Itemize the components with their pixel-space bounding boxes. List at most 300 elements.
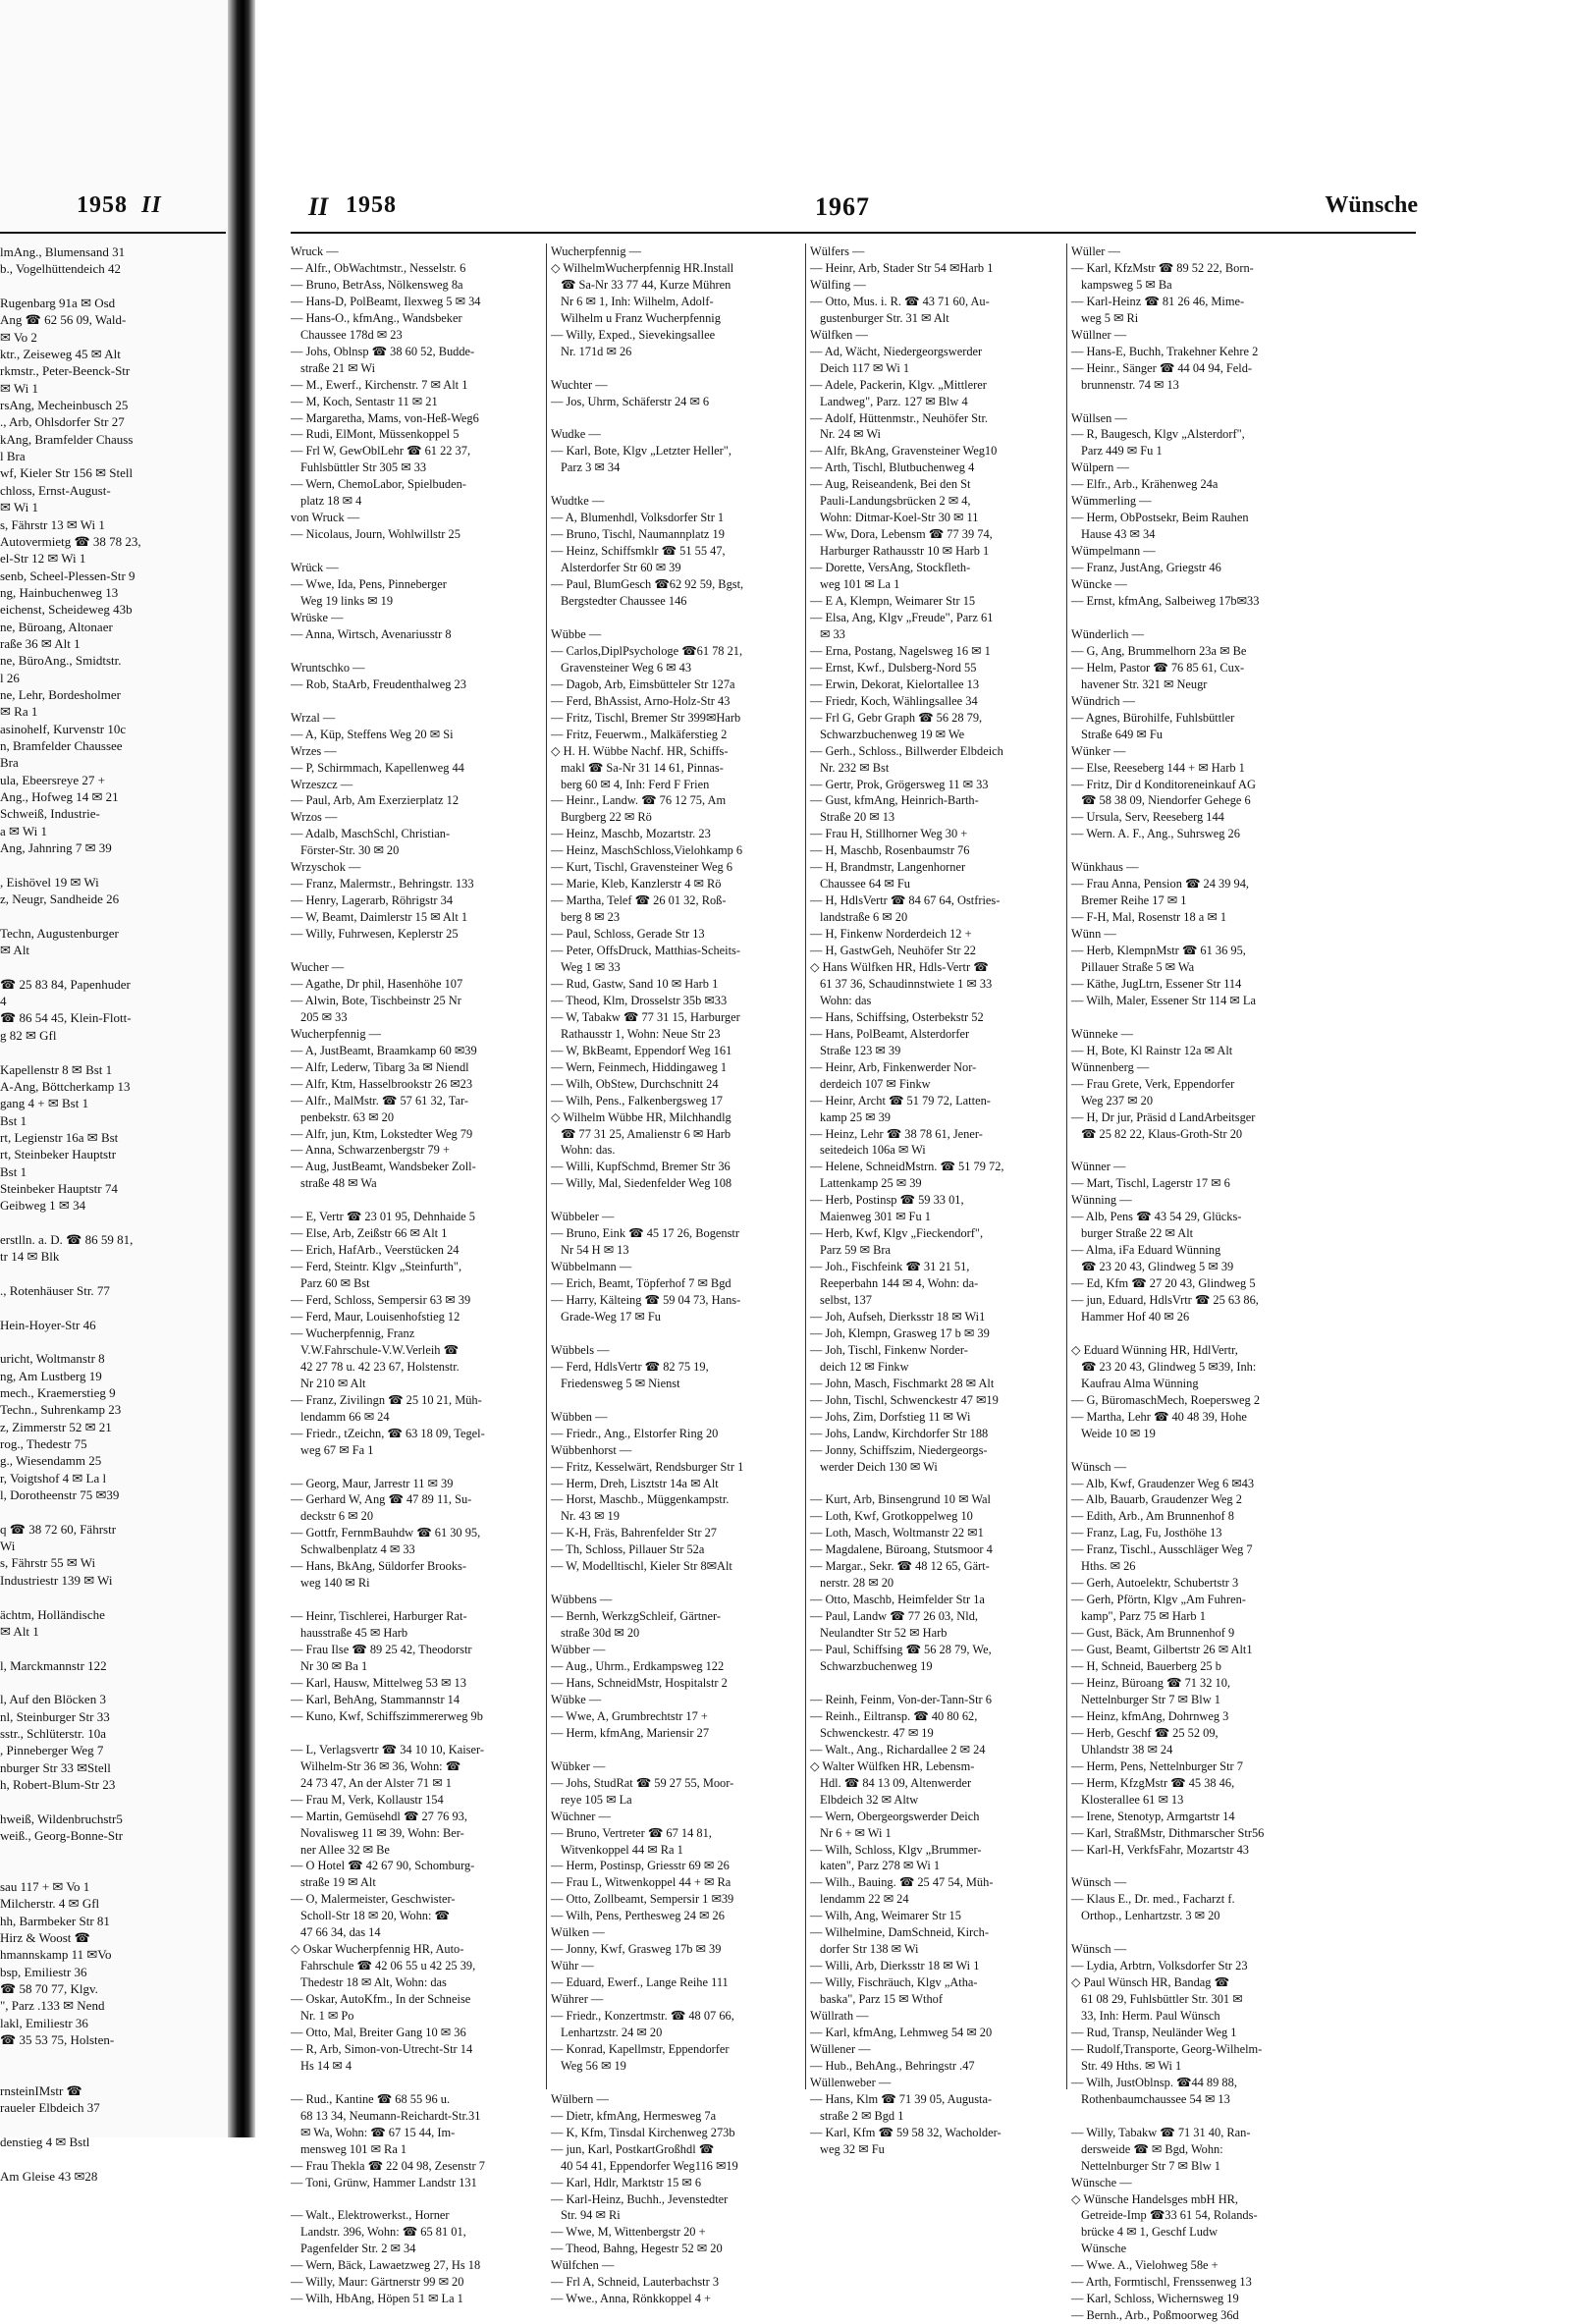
left-page-line: rsAng, Mecheinbusch 25	[0, 398, 129, 413]
left-page-line: ☎ 25 83 84, Papenhuder	[0, 976, 131, 992]
directory-entry-line	[1071, 1442, 1317, 1459]
left-page-line: senb, Scheel-Plessen-Str 9	[0, 567, 135, 583]
directory-entry-line: Str. 94 ✉ Ri	[561, 2208, 621, 2223]
left-page-line	[0, 2066, 222, 2082]
directory-entry-line: — Willy, Exped., Sievekingsallee	[551, 327, 716, 342]
directory-entry-line: Wünsch —	[1071, 1459, 1127, 1474]
directory-entry-line: — Frl W, GewOblLehr ☎ 61 22 37,	[291, 444, 471, 459]
left-page-line: rnsteinIMstr ☎	[0, 2083, 82, 2099]
directory-entry-line: weg 67 ✉ Fa 1	[300, 1442, 374, 1457]
left-page-line: raueler Elbdeich 37	[0, 2100, 100, 2116]
directory-entry-line: — Agathe, Dr phil, Hasenhöhe 107	[291, 976, 463, 991]
directory-entry-line: von Wruck —	[291, 511, 360, 525]
left-page-line: nl, Steinburger Str 33	[0, 1708, 110, 1724]
directory-entry-line: — Loth, Masch, Woltmanstr 22 ✉1	[810, 1526, 984, 1540]
left-page-entries	[0, 243, 222, 2185]
directory-entry-line: ◇ Paul Wünsch HR, Bandag ☎	[1071, 1975, 1230, 1990]
directory-entry-line: brücke 4 ✉ 1, Geschf Ludw	[1081, 2225, 1219, 2240]
directory-entry-line: Wümmerling —	[1071, 494, 1152, 509]
left-page-line: ✉ Wi 1	[0, 380, 39, 396]
directory-entry-line: — Heinz, Büroang ☎ 71 32 10,	[1071, 1675, 1231, 1690]
directory-entry-line: ✉ Wa, Wohn: ☎ 67 15 44, Im-	[300, 2125, 456, 2139]
directory-entry-line: — Hans-O., kfmAng., Wandsbeker	[291, 310, 462, 325]
directory-entry-line: — Elfr., Arb., Krähenweg 24a	[1071, 477, 1219, 492]
directory-entry-line: — Herm, Pens, Nettelnburger Str 7	[1071, 1758, 1243, 1773]
directory-entry-line: — Ferd, Maur, Louisenhofstieg 12	[291, 1310, 460, 1324]
directory-entry-line: — Jonny, Schiffszim, Niedergeorgs-	[810, 1442, 988, 1457]
directory-entry-line: Wilhelm u Franz Wucherpfennig	[561, 310, 721, 325]
directory-entry-line: — Wwe, A, Grumbrechtstr 17 +	[551, 1708, 708, 1723]
left-page-line: Autovermietg ☎ 38 78 23,	[0, 533, 141, 549]
directory-entry-line: — Wucherpfennig, Franz	[291, 1325, 415, 1340]
directory-entry-line: Fahrschule ☎ 42 06 55 u 42 25 39,	[300, 1959, 476, 1973]
directory-entry-line: Wünkhaus —	[1071, 860, 1139, 875]
directory-entry-line: — Aug, JustBeamt, Wandsbeker Zoll-	[291, 1160, 476, 1174]
directory-entry-line: Schwenckestr. 47 ✉ 19	[820, 1725, 934, 1740]
directory-entry-line: — Gust, Bäck, Am Brunnenhof 9	[1071, 1626, 1235, 1641]
directory-entry-line: makl ☎ Sa-Nr 31 14 61, Pinnas-	[561, 760, 724, 775]
directory-entry-line: — Else, Reeseberg 144 + ✉ Harb 1	[1071, 760, 1245, 775]
directory-entry-line: — Herb, Geschf ☎ 25 52 09,	[1071, 1725, 1219, 1740]
left-page-line: l, Marckmannstr 122	[0, 1657, 107, 1673]
right-header-rule	[291, 232, 1416, 234]
directory-entry-line: — Johs, StudRat ☎ 59 27 55, Moor-	[551, 1775, 734, 1790]
left-page	[0, 0, 228, 2184]
directory-entry-line: — O Hotel ☎ 42 67 90, Schomburg-	[291, 1859, 475, 1873]
directory-entry-line: Nettelnburger Str 7 ✉ Blw 1	[1081, 2158, 1220, 2173]
directory-entry-line: — Carlos,DiplPsychologe ☎61 78 21,	[551, 643, 743, 658]
directory-entry-line: — Marie, Kleb, Kanzlerstr 4 ✉ Rö	[551, 877, 722, 892]
left-page-line	[0, 1589, 222, 1605]
left-page-line: g., Wiesendamm 25	[0, 1453, 102, 1469]
directory-entry-line: — Alfr, Ktm, Hasselbrookstr 26 ✉23	[291, 1076, 473, 1091]
left-page-line: gang 4 + ✉ Bst 1	[0, 1096, 89, 1111]
directory-entry-line: Elbdeich 32 ✉ Altw	[820, 1792, 919, 1807]
directory-entry-line: — Heinr, Arb, Stader Str 54 ✉Harb 1	[810, 260, 994, 275]
directory-entry-line: — Martha, Telef ☎ 26 01 32, Roß-	[551, 893, 727, 908]
directory-entry-line: Hs 14 ✉ 4	[300, 2058, 352, 2073]
left-page-line: bsp, Emiliestr 36	[0, 1964, 87, 1979]
directory-entry-line: 61 37 36, Schaudinnstwiete 1 ✉ 33	[820, 976, 993, 991]
directory-entry-line: — Adolf, Hüttenmstr., Neuhöfer Str.	[810, 410, 989, 425]
directory-entry-line: — Erich, Beamt, Töpferhof 7 ✉ Bgd	[551, 1276, 731, 1291]
directory-entry-line: 205 ✉ 33	[300, 1009, 348, 1024]
directory-entry-line: reye 105 ✉ La	[561, 1792, 632, 1807]
directory-entry-line: ☎ 23 20 43, Glindweg 5 ✉ 39	[1081, 1260, 1234, 1274]
directory-entry-line: — Helm, Pastor ☎ 76 85 61, Cux-	[1071, 660, 1245, 675]
directory-entry-line: Lenhartzstr. 24 ✉ 20	[561, 2025, 663, 2039]
left-page-line: Bst 1	[0, 1163, 27, 1179]
directory-entry-line: — Henry, Lagerarb, Röhrigstr 34	[291, 893, 454, 908]
directory-entry-line	[810, 1476, 1056, 1492]
directory-entry-line: Wülfing —	[810, 277, 866, 292]
directory-entry-line: — Anna, Wirtsch, Avenariusstr 8	[291, 626, 452, 641]
directory-entry-line: Wudtke —	[551, 494, 605, 509]
directory-entry-line: — Hans-E, Buchh, Trakehner Kehre 2	[1071, 344, 1259, 358]
directory-entry-line: — Dietr, kfmAng, Hermesweg 7a	[551, 2108, 717, 2123]
directory-entry-line: Rothenbaumchaussee 54 ✉ 13	[1081, 2091, 1230, 2106]
directory-entry-line: — Frl G, Gebr Graph ☎ 56 28 79,	[810, 710, 983, 725]
directory-entry-line: Orthop., Lenhartzstr. 3 ✉ 20	[1081, 1909, 1220, 1923]
left-page-line: Bra	[0, 755, 19, 771]
directory-entry-line: — Ernst, Kwf., Dulsberg-Nord 55	[810, 660, 977, 675]
directory-entry-line: — Th, Schloss, Pillauer Str 52a	[551, 1542, 705, 1557]
directory-entry-line: Lattenkamp 25 ✉ 39	[820, 1176, 922, 1191]
directory-entry-line: 42 27 78 u. 42 23 67, Holstenstr.	[300, 1359, 460, 1374]
directory-entry-line: — Wilh, Pens, Perthesweg 24 ✉ 26	[551, 1909, 725, 1923]
directory-entry-line: ☎ Sa-Nr 33 77 44, Kurze Mühren	[561, 277, 731, 292]
directory-entry-line: — Erich, HafArb., Veerstücken 24	[291, 1243, 460, 1258]
directory-entry-line: — H, Finkenw Norderdeich 12 +	[810, 927, 972, 942]
directory-entry-line: — Martin, Gemüsehdl ☎ 27 76 93,	[291, 1809, 467, 1823]
directory-entry-line: straße 19 ✉ Alt	[300, 1875, 376, 1890]
directory-entry-line: — Edith, Arb., Am Brunnenhof 8	[1071, 1509, 1234, 1524]
directory-entry-line: — Willi, KupfSchmd, Bremer Str 36	[551, 1160, 731, 1174]
directory-entry-line: — Dorette, VersAng, Stockfleth-	[810, 561, 971, 575]
directory-entry-line: Wrzal —	[291, 710, 336, 725]
directory-entry-line: — Otto, Mal, Breiter Gang 10 ✉ 36	[291, 2025, 466, 2039]
directory-entry-line: — Alfr, BkAng, Gravensteiner Weg10	[810, 444, 998, 459]
directory-entry-line: — Franz, Malermstr., Behringstr. 133	[291, 877, 474, 892]
directory-entry-line	[551, 1742, 796, 1758]
directory-entry-line: kamp", Parz 75 ✉ Harb 1	[1081, 1609, 1206, 1624]
directory-entry-line: penbekstr. 63 ✉ 20	[300, 1109, 395, 1124]
directory-entry-line: mensweg 101 ✉ Ra 1	[300, 2141, 407, 2156]
directory-entry-line: — Karl, Hdlr, Marktstr 15 ✉ 6	[551, 2175, 702, 2189]
directory-entry-line: Grade-Weg 17 ✉ Fu	[561, 1310, 661, 1324]
column-divider-1	[546, 243, 547, 2089]
directory-entry-line: — Ferd, HdlsVertr ☎ 82 75 19,	[551, 1359, 709, 1374]
directory-entry-line: Landweg", Parz. 127 ✉ Blw 4	[820, 394, 968, 408]
directory-entry-line: — Wilh., Bauing. ☎ 25 47 54, Müh-	[810, 1875, 994, 1890]
directory-column-4	[1071, 243, 1317, 2324]
directory-entry-line: Wübbens —	[551, 1593, 613, 1607]
directory-entry-line: Wrück —	[291, 561, 339, 575]
directory-entry-line: Weg 56 ✉ 19	[561, 2058, 626, 2073]
directory-entry-line: Parz 60 ✉ Bst	[300, 1276, 370, 1291]
directory-entry-line: lendamm 66 ✉ 24	[300, 1409, 390, 1424]
directory-entry-line: Wünnenberg —	[1071, 1059, 1150, 1074]
directory-entry-line: Wünderlich —	[1071, 626, 1144, 641]
directory-entry-line	[1071, 842, 1317, 859]
left-page-line: Rugenbarg 91a ✉ Osd	[0, 296, 116, 311]
directory-entry-line: — Hans, SchneidMstr, Hospitalstr 2	[551, 1675, 728, 1690]
directory-entry-line: — Karl-Heinz, Buchh., Jevenstedter	[551, 2191, 729, 2206]
directory-entry-line: — Margar., Sekr. ☎ 48 12 65, Gärt-	[810, 1559, 990, 1574]
directory-entry-line: derdeich 107 ✉ Finkw	[820, 1076, 931, 1091]
directory-entry-line: — Alb, Pens ☎ 43 54 29, Glücks-	[1071, 1210, 1242, 1224]
left-page-line: l, Auf den Blöcken 3	[0, 1692, 106, 1707]
directory-entry-line: Gravensteiner Weg 6 ✉ 43	[561, 660, 692, 675]
directory-entry-line: baska", Parz 15 ✉ Wthof	[820, 1992, 943, 2007]
directory-entry-line: Wülken —	[551, 1925, 605, 1940]
directory-entry-line: Wucherpfennig —	[291, 1026, 382, 1041]
directory-entry-line: — Horst, Maschb., Müggenkampstr.	[551, 1492, 730, 1507]
directory-entry-line: hausstraße 45 ✉ Harb	[300, 1626, 408, 1641]
directory-entry-line: — Wilhelmine, DamSchneid, Kirch-	[810, 1925, 989, 1940]
directory-entry-line: brunnenstr. 74 ✉ 13	[1081, 377, 1179, 392]
directory-entry-line: Hause 43 ✉ 34	[1081, 527, 1156, 542]
directory-entry-line: Bremer Reihe 17 ✉ 1	[1081, 893, 1187, 908]
book-gutter	[228, 0, 255, 2137]
directory-entry-line: — Rud., Kantine ☎ 68 55 96 u.	[291, 2091, 451, 2106]
left-page-line: g 82 ✉ Gfl	[0, 1027, 57, 1043]
left-page-line: tr 14 ✉ Blk	[0, 1249, 60, 1265]
left-page-line: z, Zimmerstr 52 ✉ 21	[0, 1419, 112, 1434]
directory-entry-line: Wohn: das	[820, 993, 872, 1007]
left-page-line	[0, 1333, 222, 1350]
directory-entry-line: — Fritz, Dir d Konditoreneinkauf AG	[1071, 777, 1256, 791]
directory-entry-line: Wülfken —	[810, 327, 868, 342]
directory-entry-line: Wünn —	[1071, 927, 1116, 942]
directory-entry-line: Kaufrau Alma Wünning	[1081, 1376, 1199, 1390]
directory-entry-line: — Karl, kfmAng, Lehmweg 54 ✉ 20	[810, 2025, 993, 2039]
left-page-line: ., Arb, Ohlsdorfer Str 27	[0, 414, 125, 430]
left-page-line: erstlln. a. D. ☎ 86 59 81,	[0, 1231, 134, 1247]
directory-entry-line: — Irene, Stenotyp, Armgartstr 14	[1071, 1809, 1235, 1823]
left-page-line: ktr., Zeiseweg 45 ✉ Alt	[0, 347, 121, 362]
directory-entry-line: — Willy, Fuhrwesen, Keplerstr 25	[291, 927, 459, 942]
directory-entry-line: — Bernh., Arb., Poßmoorweg 36d	[1071, 2308, 1239, 2323]
directory-entry-line: — jun, Karl, PostkartGroßhdl ☎	[551, 2141, 715, 2156]
directory-entry-line: Novalisweg 11 ✉ 39, Wohn: Ber-	[300, 1825, 464, 1840]
directory-entry-line: 61 08 29, Fuhlsbüttler Str. 301 ✉	[1081, 1992, 1243, 2007]
directory-entry-line: — Hans, PolBeamt, Alsterdorfer	[810, 1026, 970, 1041]
directory-entry-line	[551, 410, 796, 427]
directory-entry-line: ✉ 33	[820, 626, 845, 641]
directory-entry-line: — Frau Grete, Verk, Eppendorfer	[1071, 1076, 1235, 1091]
left-page-line	[0, 958, 222, 975]
directory-entry-line	[1071, 1858, 1317, 1874]
left-page-line: Techn., Suhrenkamp 23	[0, 1402, 122, 1418]
directory-entry-line: Fuhlsbüttler Str 305 ✉ 33	[300, 460, 427, 475]
directory-entry-line: Straße 20 ✉ 13	[820, 810, 895, 825]
directory-entry-line: — Adalb, MaschSchl, Christian-	[291, 827, 451, 841]
directory-entry-line: Wülbern —	[551, 2091, 609, 2106]
directory-entry-line	[1071, 2108, 1317, 2125]
directory-entry-line: Wübke —	[551, 1692, 602, 1706]
directory-entry-line: — Fritz, Kesselwärt, Rendsburger Str 1	[551, 1459, 744, 1474]
directory-entry-line: — O, Malermeister, Geschwister-	[291, 1892, 456, 1907]
directory-entry-line: — Alfr, jun, Ktm, Lokstedter Weg 79	[291, 1126, 473, 1141]
directory-entry-line: Wührer —	[551, 1992, 604, 2007]
left-page-line: Ang ☎ 62 56 09, Wald-	[0, 312, 127, 328]
directory-entry-line: — Franz, Tischl., Ausschläger Weg 7	[1071, 1542, 1253, 1557]
directory-entry-line: — Wern, Obergeorgswerder Deich	[810, 1809, 980, 1823]
directory-entry-line: Wohn: Ditmar-Koel-Str 30 ✉ 11	[820, 511, 979, 525]
directory-entry-line: ☎ 58 38 09, Niendorfer Gehege 6	[1081, 793, 1251, 808]
left-page-line: Kapellenstr 8 ✉ Bst 1	[0, 1061, 113, 1077]
left-page-line: lakl, Emiliestr 36	[0, 2015, 88, 2030]
directory-entry-line: — Paul, Schloss, Gerade Str 13	[551, 927, 705, 942]
directory-entry-line: — W, Modelltischl, Kieler Str 8✉Alt	[551, 1559, 732, 1574]
directory-entry-line: — Magdalene, Büroang, Stutsmoor 4	[810, 1542, 993, 1557]
left-page-line: a ✉ Wi 1	[0, 823, 48, 838]
directory-entry-line: — Willi, Arb, Dierksstr 18 ✉ Wi 1	[810, 1959, 980, 1973]
left-header-rule	[0, 232, 226, 234]
directory-entry-line: Landstr. 396, Wohn: ☎ 65 81 01,	[300, 2225, 466, 2240]
directory-entry-line: — Bernh, WerkzgSchleif, Gärtner-	[551, 1609, 721, 1624]
directory-entry-line: — Hans, Klm ☎ 71 39 05, Augusta-	[810, 2091, 993, 2106]
directory-entry-line: — Wilh, ObStew, Durchschnitt 24	[551, 1076, 719, 1091]
directory-entry-line: — G, Ang, Brummelhorn 23a ✉ Be	[1071, 643, 1247, 658]
directory-entry-line: V.W.Fahrschule-V.W.Verleih ☎	[300, 1342, 460, 1357]
directory-entry-line: seitedeich 106a ✉ Wi	[820, 1143, 926, 1158]
directory-entry-line: — K, Kfm, Tinsdal Kirchenweg 273b	[551, 2125, 735, 2139]
directory-entry-line: Wünneke —	[1071, 1026, 1133, 1041]
directory-entry-line: deich 12 ✉ Finkw	[820, 1359, 909, 1374]
left-page-line: Hirz & Woost ☎	[0, 1930, 90, 1946]
left-page-line: s, Fährstr 55 ✉ Wi	[0, 1555, 96, 1571]
directory-entry-line: Chaussee 64 ✉ Fu	[820, 877, 910, 892]
directory-entry-line	[551, 360, 796, 377]
directory-entry-line: Wuchter —	[551, 377, 608, 392]
right-header-roman: II	[308, 192, 329, 221]
directory-entry-line: — Ursula, Serv, Reeseberg 144	[1071, 810, 1224, 825]
directory-entry-line: — John, Tischl, Schwenckestr 47 ✉19	[810, 1392, 999, 1407]
directory-entry-line: weg 32 ✉ Fu	[820, 2141, 885, 2156]
directory-entry-line: — Reinh, Feinm, Von-der-Tann-Str 6	[810, 1692, 992, 1706]
directory-entry-line: — Paul, Arb, Am Exerzierplatz 12	[291, 793, 460, 808]
directory-entry-line: — Heinz, Maschb, Mozartstr. 23	[551, 827, 711, 841]
directory-entry-line: Wüllsen —	[1071, 410, 1127, 425]
directory-entry-line: — Martha, Lehr ☎ 40 48 39, Hohe	[1071, 1409, 1247, 1424]
directory-entry-line: weg 5 ✉ Ri	[1081, 310, 1139, 325]
left-page-line: ne, BüroAng., Smidtstr.	[0, 653, 122, 669]
directory-entry-line: — Wern. A. F., Ang., Suhrsweg 26	[1071, 827, 1240, 841]
directory-entry-line: — Bruno, BetrAss, Nölkensweg 8a	[291, 277, 463, 292]
directory-entry-line: — P, Schirmmach, Kapellenweg 44	[291, 760, 464, 775]
directory-entry-line: — Kurt, Tischl, Gravensteiner Weg 6	[551, 860, 732, 875]
left-page-line: denstieg 4 ✉ Bstl	[0, 2135, 90, 2150]
directory-entry-line: — Loth, Kwf, Grotkoppelweg 10	[810, 1509, 973, 1524]
directory-entry-line: 24 73 47, An der Alster 71 ✉ 1	[300, 1775, 452, 1790]
directory-entry-line: — Joh., Fischfeink ☎ 31 21 51,	[810, 1260, 970, 1274]
directory-entry-line: — Herb, Postinsp ☎ 59 33 01,	[810, 1193, 964, 1208]
directory-entry-line: — Heinr, Arb, Finkenwerder Nor-	[810, 1059, 977, 1074]
directory-entry-line: Parz 3 ✉ 34	[561, 460, 621, 475]
directory-entry-line: — Elsa, Ang, Klgv „Freude", Parz 61	[810, 610, 994, 624]
left-page-line: ☎ 86 54 45, Klein-Flott-	[0, 1010, 132, 1026]
directory-entry-line: Burgberg 22 ✉ Rö	[561, 810, 652, 825]
directory-entry-line: Getreide-Imp ☎33 61 54, Rolands-	[1081, 2208, 1258, 2223]
left-page-line: z, Neugr, Sandheide 26	[0, 892, 120, 907]
directory-entry-line: Wüllener —	[810, 2041, 871, 2056]
directory-entry-line: Straße 123 ✉ 39	[820, 1043, 901, 1057]
directory-entry-line: Wohn: das.	[561, 1143, 616, 1158]
directory-entry-line: berg 60 ✉ 4, Inh: Ferd F Frien	[561, 777, 710, 791]
directory-entry-line: — Agnes, Bürohilfe, Fuhlsbüttler	[1071, 710, 1235, 725]
directory-entry-line: — Herm, kfmAng, Mariensir 27	[551, 1725, 710, 1740]
directory-entry-line: — Heinz, MaschSchloss,Vielohkamp 6	[551, 843, 743, 858]
directory-column-3	[810, 243, 1056, 2158]
directory-entry-line: Pagenfelder Str. 2 ✉ 34	[300, 2242, 416, 2256]
directory-entry-line: — Ferd, BhAssist, Arno-Holz-Str 43	[551, 693, 731, 708]
left-page-line: ächtm, Holländische	[0, 1606, 105, 1622]
directory-entry-line: Nr 30 ✉ Ba 1	[300, 1659, 368, 1674]
directory-entry-line: Nr. 1 ✉ Po	[300, 2009, 354, 2024]
directory-entry-line	[291, 693, 536, 710]
directory-entry-line: — Heinz, Schiffsmklr ☎ 51 55 47,	[551, 544, 726, 559]
directory-entry-line: Wünsche	[1081, 2242, 1127, 2256]
right-header-year: 1958	[346, 192, 397, 218]
directory-entry-line: Wüllrath —	[810, 2009, 869, 2024]
left-page-line: ng, Hainbuchenweg 13	[0, 584, 119, 600]
left-page-line: l Bra	[0, 449, 26, 464]
directory-entry-line: Wucher —	[291, 959, 345, 974]
directory-entry-line: Wübben —	[551, 1409, 608, 1424]
directory-entry-line: — W, BkBeamt, Eppendorf Weg 161	[551, 1043, 732, 1057]
directory-entry-line	[291, 1459, 536, 1476]
directory-entry-line: — Karl, Kfm ☎ 59 58 32, Wacholder-	[810, 2125, 1002, 2139]
directory-entry-line	[1071, 1142, 1317, 1159]
directory-entry-line: — M, Koch, Sentastr 11 ✉ 21	[291, 394, 438, 408]
left-page-line	[0, 907, 222, 924]
directory-entry-line: — R, Baugesch, Klgv „Alsterdorf",	[1071, 427, 1245, 442]
directory-entry-line: — Karl-H, VerkfsFahr, Mozartstr 43	[1071, 1842, 1249, 1857]
left-page-line: , Eishövel 19 ✉ Wi	[0, 874, 99, 890]
left-page-line	[0, 1266, 222, 1282]
directory-entry-line: Nr. 24 ✉ Wi	[820, 427, 881, 442]
directory-entry-line: burger Straße 22 ✉ Alt	[1081, 1226, 1194, 1241]
left-page-line	[0, 856, 222, 873]
directory-entry-line: — Friedr, Koch, Wählingsallee 34	[810, 693, 978, 708]
directory-entry-line: — Heinz, kfmAng, Dohrnweg 3	[1071, 1708, 1229, 1723]
directory-entry-line: — Else, Arb, Zeißstr 66 ✉ Alt 1	[291, 1226, 448, 1241]
directory-entry-line: — A, JustBeamt, Braamkamp 60 ✉39	[291, 1043, 477, 1057]
directory-entry-line: Wudke —	[551, 427, 601, 442]
left-page-line: b., Vogelhüttendeich 42	[0, 261, 122, 277]
directory-entry-line: Wümpelmann —	[1071, 544, 1156, 559]
left-page-line: s, Fährstr 13 ✉ Wi 1	[0, 516, 105, 532]
column-divider-2	[805, 243, 806, 2089]
directory-entry-line: Weg 1 ✉ 33	[561, 959, 621, 974]
left-page-line: Milcherstr. 4 ✉ Gfl	[0, 1896, 100, 1912]
directory-entry-line: — Ferd, Schloss, Sempersir 63 ✉ 39	[291, 1293, 471, 1308]
directory-entry-line: — Ad, Wächt, Niedergeorgswerder	[810, 344, 983, 358]
directory-entry-line	[551, 476, 796, 493]
directory-entry-line: Schwarzbuchenweg 19 ✉ We	[820, 727, 965, 741]
page-number: 1967	[815, 192, 870, 221]
directory-entry-line: gustenburger Str. 31 ✉ Alt	[820, 310, 949, 325]
directory-entry-line: Wrüske —	[291, 610, 344, 624]
left-page-line: hmannskamp 11 ✉Vo	[0, 1947, 112, 1963]
directory-entry-line: Nr 210 ✉ Alt	[300, 1376, 366, 1390]
left-page-line: n, Bramfelder Chaussee	[0, 737, 123, 753]
directory-entry-line: — H, Schneid, Bauerberg 25 b	[1071, 1659, 1221, 1674]
directory-entry-line: — Wern, ChemoLabor, Spielbuden-	[291, 477, 466, 492]
directory-entry-line	[551, 2075, 796, 2091]
left-page-line	[0, 1215, 222, 1231]
left-page-line: sau 117 + ✉ Vo 1	[0, 1879, 90, 1894]
directory-entry-line: Wübbelmann —	[551, 1260, 632, 1274]
directory-entry-line: ◇ Oskar Wucherpfennig HR, Auto-	[291, 1942, 464, 1957]
left-page-line: l 26	[0, 670, 20, 685]
left-page-line: ☎ 58 70 77, Klgv.	[0, 1981, 98, 1997]
directory-entry-line: — Alb, Kwf, Graudenzer Weg 6 ✉43	[1071, 1476, 1255, 1490]
directory-entry-line: — Alwin, Bote, Tischbeinstr 25 Nr	[291, 993, 461, 1007]
directory-entry-line: ◇ Eduard Wünning HR, HdlVertr,	[1071, 1342, 1238, 1357]
directory-entry-line: Weg 19 links ✉ 19	[300, 594, 394, 609]
directory-entry-line: Wübbenhorst —	[551, 1442, 632, 1457]
directory-entry-line: Bergstedter Chaussee 146	[561, 594, 687, 609]
left-page-line: Industriestr 139 ✉ Wi	[0, 1572, 113, 1588]
directory-entry-line: Wünsche —	[1071, 2175, 1132, 2189]
directory-entry-line: ◇ WilhelmWucherpfennig HR.Install	[551, 260, 734, 275]
directory-entry-line	[291, 1192, 536, 1209]
directory-entry-line: — Alb, Bauarb, Graudenzer Weg 2	[1071, 1492, 1242, 1507]
left-page-line: , Pinneberger Weg 7	[0, 1743, 104, 1758]
